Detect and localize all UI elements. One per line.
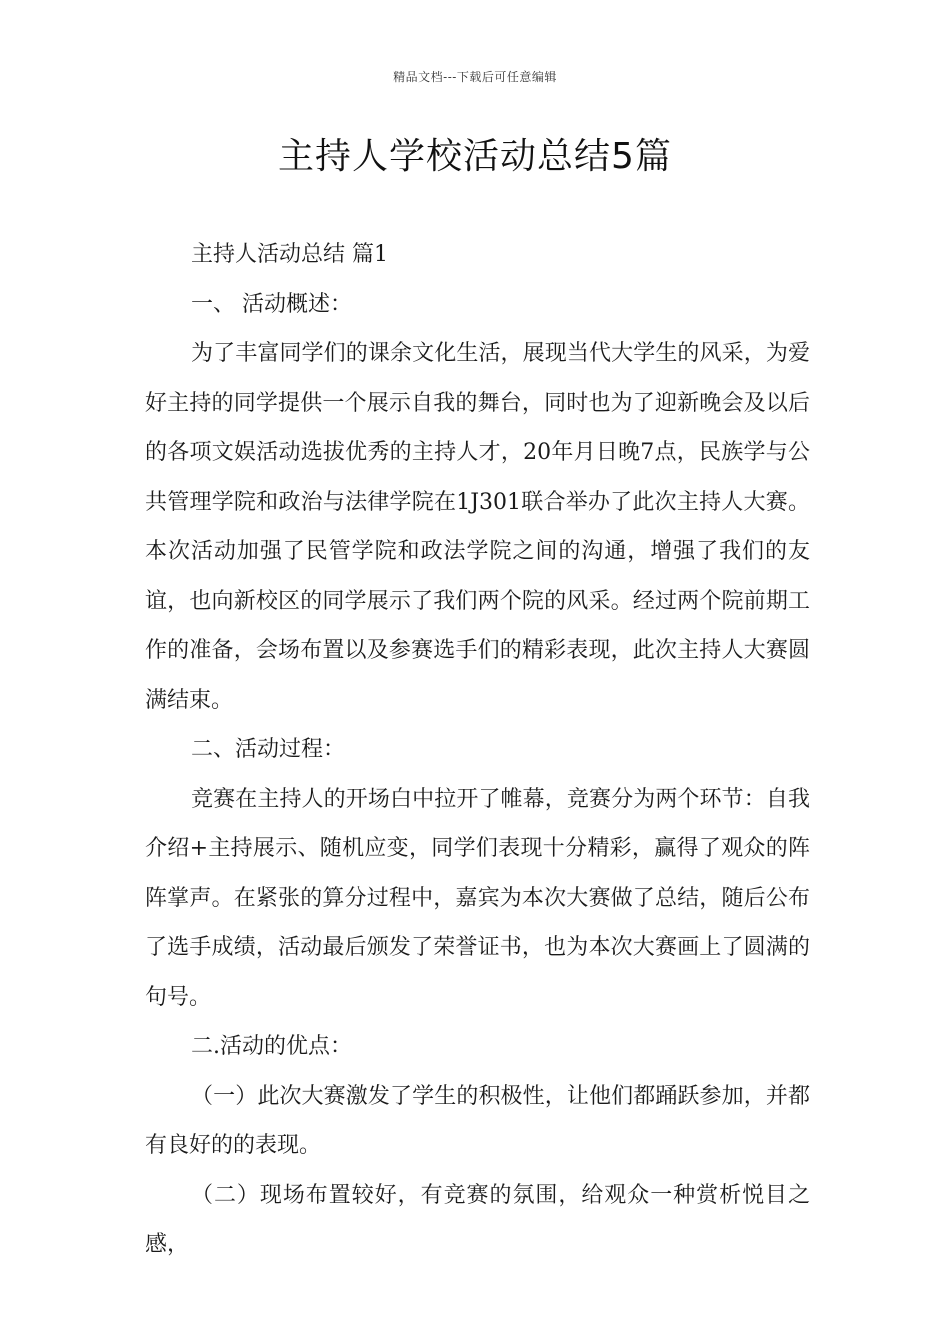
- header-note: 精品文档---下载后可任意编辑: [393, 70, 557, 84]
- document-body: [145, 230, 810, 1270]
- paragraph-strength-1: （一）此次大赛激发了学生的积极性，让他们都踊跃参加，并都有良好的的表现。: [145, 1083, 810, 1158]
- section-heading-overview: 一、 活动概述：: [191, 291, 352, 317]
- section-heading-strengths: 二.活动的优点：: [191, 1034, 352, 1059]
- section-heading-process: 二、活动过程：: [191, 737, 346, 762]
- paragraph-process: 竞赛在主持人的开场白中拉开了帷幕，竞赛分为两个环节：自我介绍+主持展示、随机应变，同学们表现十分精彩，赢得了观众的阵阵掌声。在紧张的算分过程中，嘉宾为本次大赛做了总结，随后公布了选手成绩，活动最后颁发了荣誉证书，也为本次大赛画上了圆满的句号。: [145, 786, 810, 1010]
- section-heading-article-1: 主持人活动总结 篇1: [191, 242, 388, 267]
- document-title: 主持人学校活动总结5篇: [278, 136, 672, 177]
- paragraph-strength-2: （二）现场布置较好，有竞赛的氛围，给观众一种赏析悦目之感，: [145, 1182, 810, 1257]
- paragraph-overview: 为了丰富同学们的课余文化生活，展现当代大学生的风采，为爱好主持的同学提供一个展示自我的舞台，同时也为了迎新晚会及以后的各项文娱活动选拔优秀的主持人才，20年月日晚7点，民族学与公共管理学院和政治与法律学院在1J301联合举办了此次主持人大赛。本次活动加强了民管学院和政法学院之间的沟通，增强了我们的友谊，也向新校区的同学展示了我们两个院的风采。经过两个院前期工作的准备，会场布置以及参赛选手们的精彩表现，此次主持人大赛圆满结束。: [145, 341, 810, 713]
